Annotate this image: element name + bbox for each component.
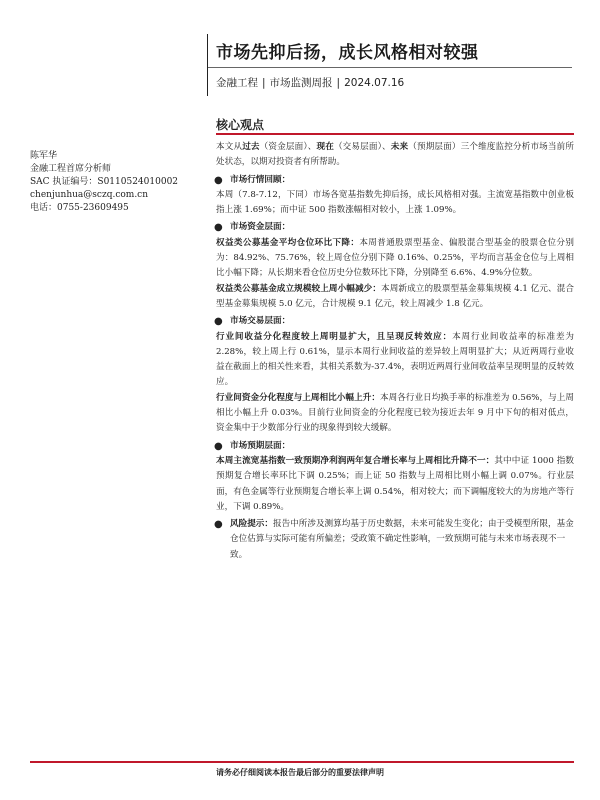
bullet-risk [216, 517, 574, 563]
paragraph-lead: 权益类公募基金平均仓位环比下降： [216, 237, 360, 248]
bullet-paragraph [216, 282, 574, 313]
bullet-paragraph [216, 454, 574, 515]
intro-keyword: 现在 [316, 142, 334, 152]
bullet-icon: ● [214, 316, 223, 328]
report-date: 2024.07.16 [344, 77, 405, 89]
separator: | [262, 77, 266, 89]
intro-keyword: 未来 [390, 142, 409, 152]
paragraph-lead: 本周主流宽基指数一致预期净利润两年复合增长率与上周相比升降不一： [216, 455, 495, 466]
intro-text: （预期层面）三个维度监控分析市场当前所处状态，以期对投资者有所帮助。 [216, 142, 574, 168]
bullet-icon: ● [214, 440, 223, 452]
intro-text: （资金层面）、 [259, 142, 317, 152]
author-info [30, 150, 178, 215]
bullet-icon: ● [214, 174, 223, 186]
bullet-trading [216, 314, 574, 329]
intro-keyword: 过去 [242, 142, 260, 152]
author-sac: SAC 执证编号：S0110524010002 [30, 177, 179, 187]
author-role: 金融工程首席分析师 [30, 164, 112, 174]
report-subtitle [216, 75, 404, 90]
header-rule [208, 67, 572, 68]
bullet-capital [216, 220, 574, 235]
bullet-icon: ● [214, 519, 223, 531]
report-title: 市场先抑后扬，成长风格相对较强 [216, 43, 479, 63]
paragraph-text: 本周各行业日均换手率的标准差为 0.56%，与上周相比小幅上升 0.03%。目前行业间资金的分化程度已较为接近去年 9 月中下旬的相对低点，资金集中于少数部分行业的现象得到较大缓解。 [216, 392, 574, 434]
paragraph-text: 本周新成立的股票型基金募集规模 4.1 亿元、混合型基金募集规模 5.0 亿元，合计规模 9.1 亿元，较上周减少 1.8 亿元。 [216, 283, 574, 309]
bullet-heading: 市场交易层面： [230, 316, 291, 327]
paragraph-text: 本周（7.8-7.12，下同）市场各宽基指数先抑后扬，成长风格相对强。主流宽基指数中创业板指上涨 1.69%；而中证 500 指数涨幅相对较小，上涨 1.09%。 [216, 189, 574, 216]
bullet-paragraph [216, 236, 574, 282]
bullet-market-review [216, 173, 574, 188]
paragraph-text: 本周行业间收益率的标准差为 2.28%，较上周上行 0.61%，显示本周行业间收益的差异较上周明显扩大；从近两周行业收益在截面上的相关性来看，其相关系数为-37.4%，表明近两周行业间收益率呈现明显的反转效应。 [216, 331, 574, 388]
paragraph-lead: 行业间资金分化程度与上周相比小幅上升： [216, 392, 380, 403]
paragraph-lead: 权益类公募基金成立规模较上周小幅减少： [216, 283, 382, 294]
intro-text: 本文从 [216, 142, 243, 152]
bullet-paragraph [216, 330, 574, 391]
author-phone: 电话：0755-23609495 [30, 203, 129, 213]
paragraph-text: 本周普通股票型基金、偏股混合型基金的股票仓位分别为：84.92%、75.76%，较上周仓位分别下降 0.16%、0.25%，平均而言基金仓位与上周相比小幅下降；从长期来看仓位历史分位数环比下降，分别降至 6.6%、4.9%分位数。 [216, 237, 574, 279]
risk-label: 风险提示： [230, 519, 273, 530]
bullet-paragraph [216, 188, 574, 219]
footer-rule [30, 761, 574, 763]
paragraph-text: 其中中证 1000 指数预期复合增长率环比下调 0.25%；而上证 50 指数与上周相比则小幅上调 0.07%。行业层面，有色金属等行业预期复合增长率上调 0.54%，相对较大；而下调幅度较大的为房地产等行业，下调 0.89%。 [216, 455, 574, 512]
author-name: 陈军华 [30, 151, 58, 161]
report-type: 市场监测周报 [269, 77, 333, 89]
core-views [216, 140, 574, 563]
bullet-heading: 市场资金层面： [230, 222, 291, 233]
risk-text: 报告中所涉及测算均基于历史数据，未来可能发生变化；由于受模型所限，基金仓位估算与实际可能有所偏差；受政策不确定性影响，一致预期可能与未来市场表现不一致。 [230, 519, 574, 560]
section-rule [216, 133, 574, 135]
bullet-heading: 市场行情回顾： [230, 174, 291, 185]
section-heading: 核心观点 [216, 118, 265, 132]
intro-text: （交易层面）、 [333, 142, 391, 152]
report-category: 金融工程 [216, 77, 258, 89]
bullet-paragraph [216, 391, 574, 437]
paragraph-lead: 行业间收益分化程度较上周明显扩大，且呈现反转效应： [216, 331, 453, 342]
author-email[interactable]: chenjunhua@sczq.com.cn [30, 190, 149, 200]
header-vertical-line [207, 34, 208, 96]
bullet-expectation [216, 439, 574, 454]
separator: | [336, 77, 341, 89]
footer-disclaimer: 请务必仔细阅读本报告最后部分的重要法律声明 [216, 767, 384, 777]
intro-paragraph [216, 140, 574, 171]
bullet-heading: 市场预期层面： [230, 440, 291, 451]
bullet-icon: ● [214, 222, 223, 234]
